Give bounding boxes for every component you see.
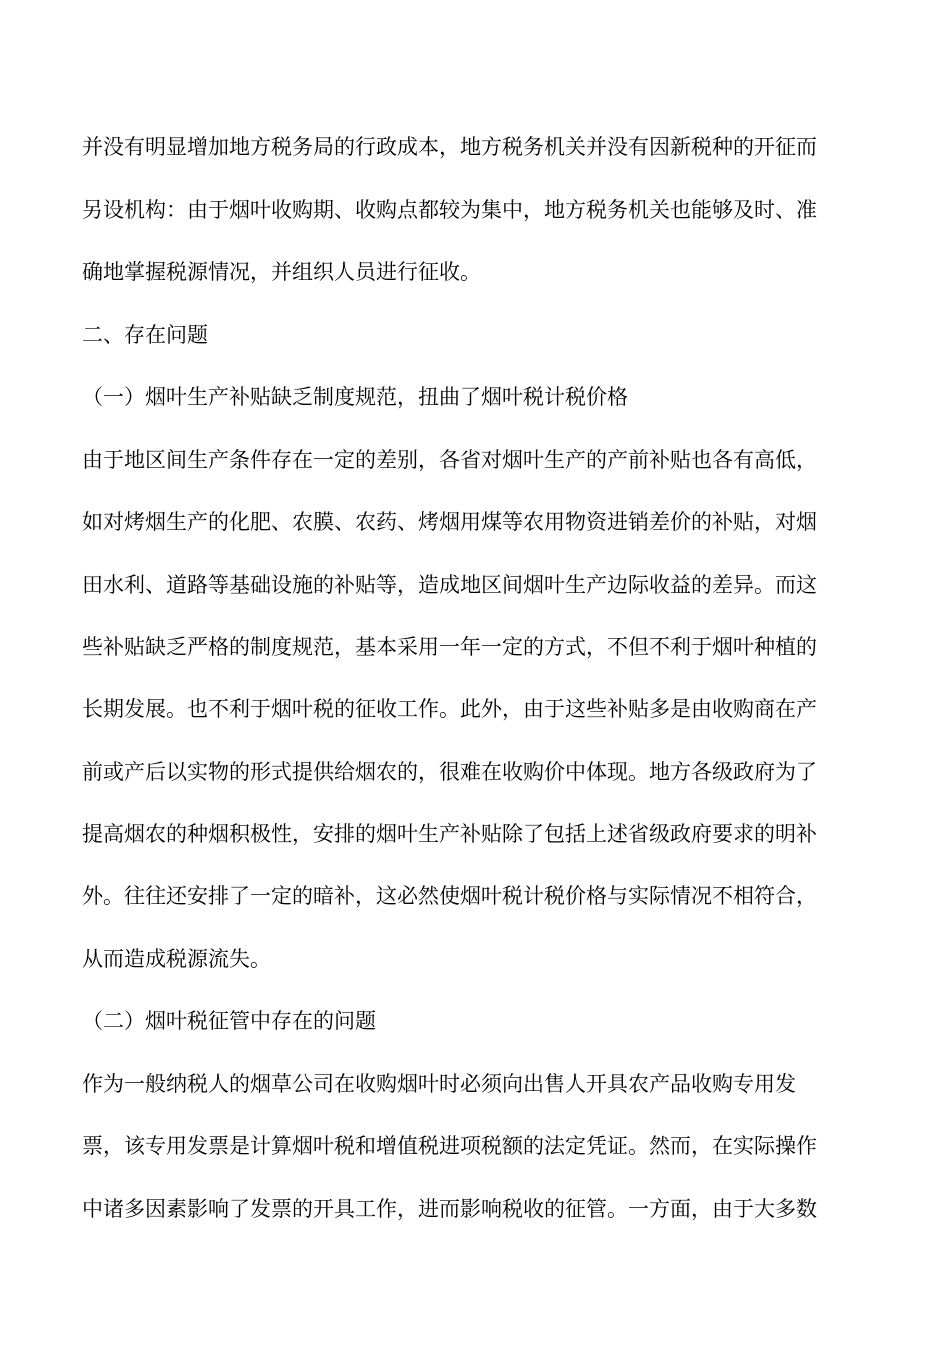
text-line: 票，该专用发票是计算烟叶税和增值税进项税额的法定凭证。然而，在实际操作: [82, 1134, 817, 1158]
text-line: 另设机构：由于烟叶收购期、收购点都较为集中，地方税务机关也能够及时、准: [82, 198, 817, 222]
subsection-heading: （二）烟叶税征管中存在的问题: [82, 1009, 376, 1033]
section-heading: 二、存在问题: [82, 323, 208, 347]
text-line: 长期发展。也不利于烟叶税的征收工作。此外，由于这些补贴多是由收购商在产: [82, 697, 817, 721]
text-line: 提高烟农的种烟积极性，安排的烟叶生产补贴除了包括上述省级政府要求的明补: [82, 822, 817, 846]
text-line: 从而造成税源流失。: [82, 947, 271, 971]
text-line: 前或产后以实物的形式提供给烟农的，很难在收购价中体现。地方各级政府为了: [82, 760, 817, 784]
text-line: 确地掌握税源情况，并组织人员进行征收。: [82, 260, 481, 284]
subsection-heading: （一）烟叶生产补贴缺乏制度规范，扭曲了烟叶税计税价格: [82, 385, 628, 409]
text-line: 中诸多因素影响了发票的开具工作，进而影响税收的征管。一方面，由于大多数: [82, 1197, 817, 1221]
text-line: 并没有明显增加地方税务局的行政成本，地方税务机关并没有因新税种的开征而: [82, 135, 817, 159]
text-line: 些补贴缺乏严格的制度规范，基本采用一年一定的方式，不但不利于烟叶种植的: [82, 635, 817, 659]
text-line: 外。往往还安排了一定的暗补，这必然使烟叶税计税价格与实际情况不相符合，: [82, 884, 817, 908]
text-line: 田水利、道路等基础设施的补贴等，造成地区间烟叶生产边际收益的差异。而这: [82, 573, 817, 597]
text-line: 作为一般纳税人的烟草公司在收购烟叶时必须向出售人开具农产品收购专用发: [82, 1072, 796, 1096]
text-line: 由于地区间生产条件存在一定的差别，各省对烟叶生产的产前补贴也各有高低，: [82, 448, 817, 472]
text-line: 如对烤烟生产的化肥、农膜、农药、烤烟用煤等农用物资进销差价的补贴，对烟: [82, 510, 817, 534]
